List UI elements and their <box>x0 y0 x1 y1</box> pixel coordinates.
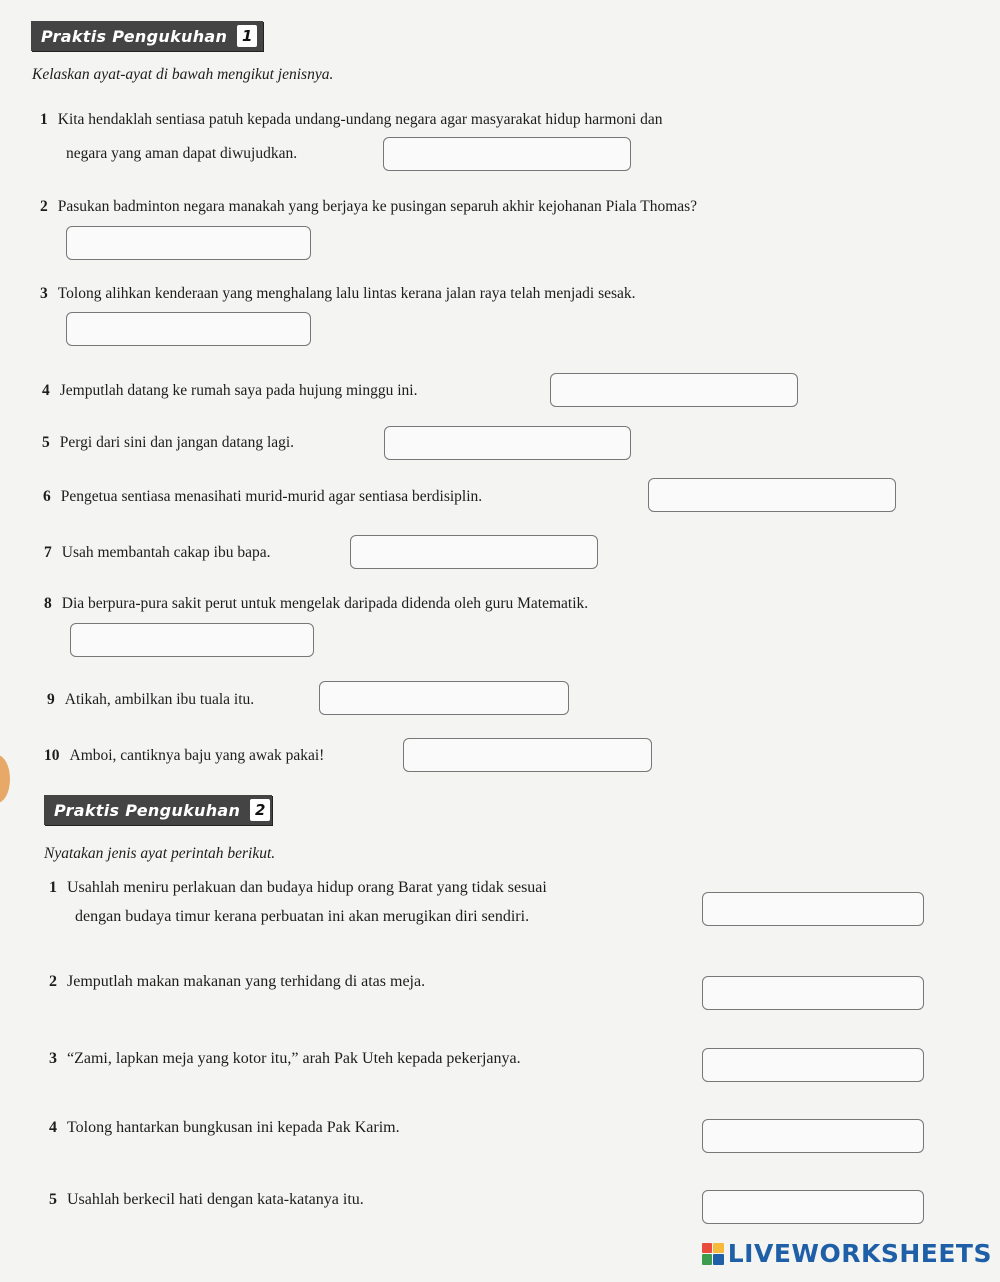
question-number: 1 <box>40 111 48 128</box>
question-text: Usahlah meniru perlakuan dan budaya hidup orang Barat yang tidak sesuai <box>67 879 547 896</box>
question-1-1 <box>40 109 662 131</box>
question-number: 2 <box>40 198 48 215</box>
question-number: 5 <box>49 1191 57 1208</box>
brand-text: LIVEWORKSHEETS <box>727 1239 992 1268</box>
answer-box-2-5[interactable] <box>702 1190 924 1224</box>
question-2-4 <box>49 1117 400 1139</box>
question-1-2 <box>40 196 697 218</box>
question-text: Pasukan badminton negara manakah yang berjaya ke pusingan separuh akhir kejohanan Piala Thomas? <box>57 198 698 215</box>
question-1-1-line2: negara yang aman dapat diwujudkan. <box>66 145 298 162</box>
question-number: 3 <box>40 285 48 302</box>
question-1-4 <box>42 380 417 402</box>
answer-box-2-1[interactable] <box>702 892 924 926</box>
question-1-10 <box>44 745 324 767</box>
answer-box-1-6[interactable] <box>648 478 896 512</box>
question-2-5 <box>49 1189 364 1211</box>
question-number: 2 <box>49 973 57 990</box>
question-number: 10 <box>44 747 60 764</box>
question-1-7 <box>44 542 271 564</box>
answer-box-1-7[interactable] <box>350 535 598 569</box>
question-text: “Zami, lapkan meja yang kotor itu,” arah Pak Uteh kepada pekerjanya. <box>67 1050 521 1067</box>
section-1-instruction: Kelaskan ayat-ayat di bawah mengikut jenisnya. <box>32 66 334 83</box>
question-number: 4 <box>42 382 50 399</box>
section-2-title: Praktis Pengukuhan <box>54 800 241 820</box>
question-2-1 <box>49 877 547 899</box>
question-1-9 <box>47 689 254 711</box>
question-text: Usah membantah cakap ibu bapa. <box>61 544 271 561</box>
question-text: Tolong alihkan kenderaan yang menghalang lalu lintas kerana jalan raya telah menjadi sesak. <box>57 285 636 302</box>
answer-box-1-8[interactable] <box>70 623 314 657</box>
question-2-3 <box>49 1048 521 1070</box>
question-text: Dia berpura-pura sakit perut untuk mengelak daripada didenda oleh guru Matematik. <box>61 595 589 612</box>
section-1-number: 1 <box>237 25 257 47</box>
section-2-number: 2 <box>250 799 270 821</box>
question-number: 8 <box>44 595 52 612</box>
logo-square-blue <box>713 1254 724 1265</box>
question-2-2 <box>49 971 425 993</box>
answer-box-1-4[interactable] <box>550 373 798 407</box>
question-number: 6 <box>43 488 51 505</box>
page-edge-mark <box>0 755 10 803</box>
liveworksheets-logo-icon <box>702 1243 724 1265</box>
answer-box-1-2[interactable] <box>66 226 311 260</box>
question-1-6 <box>43 486 482 508</box>
liveworksheets-brand[interactable] <box>702 1239 992 1268</box>
question-number: 4 <box>49 1119 57 1136</box>
question-1-3 <box>40 283 636 305</box>
question-number: 9 <box>47 691 55 708</box>
section-1-title: Praktis Pengukuhan <box>41 26 228 46</box>
question-number: 5 <box>42 434 50 451</box>
section-2-instruction: Nyatakan jenis ayat perintah berikut. <box>44 845 276 862</box>
question-number: 1 <box>49 879 57 896</box>
answer-box-1-1[interactable] <box>383 137 631 171</box>
logo-square-green <box>702 1254 713 1265</box>
answer-box-1-9[interactable] <box>319 681 569 715</box>
question-number: 7 <box>44 544 52 561</box>
question-1-5 <box>42 432 294 454</box>
section-1-tag <box>31 21 263 51</box>
question-2-1-line2: dengan budaya timur kerana perbuatan ini akan merugikan diri sendiri. <box>75 908 530 925</box>
answer-box-2-4[interactable] <box>702 1119 924 1153</box>
question-number: 3 <box>49 1050 57 1067</box>
question-text: Pengetua sentiasa menasihati murid-murid agar sentiasa berdisiplin. <box>60 488 483 505</box>
logo-square-red <box>702 1243 713 1254</box>
answer-box-2-2[interactable] <box>702 976 924 1010</box>
answer-box-1-5[interactable] <box>384 426 631 460</box>
answer-box-1-3[interactable] <box>66 312 311 346</box>
question-text: Atikah, ambilkan ibu tuala itu. <box>64 691 255 708</box>
question-text: Usahlah berkecil hati dengan kata-katanya itu. <box>67 1191 364 1208</box>
question-text: Jemputlah makan makanan yang terhidang di atas meja. <box>67 973 426 990</box>
question-text: Jemputlah datang ke rumah saya pada hujung minggu ini. <box>59 382 418 399</box>
question-text: Tolong hantarkan bungkusan ini kepada Pak Karim. <box>67 1119 400 1136</box>
answer-box-1-10[interactable] <box>403 738 652 772</box>
question-text: Pergi dari sini dan jangan datang lagi. <box>59 434 295 451</box>
question-1-8 <box>44 593 588 615</box>
question-text: Kita hendaklah sentiasa patuh kepada undang-undang negara agar masyarakat hidup harmoni dan <box>57 111 663 128</box>
logo-square-yellow <box>713 1243 724 1254</box>
question-text: Amboi, cantiknya baju yang awak pakai! <box>69 747 325 764</box>
section-2-tag <box>44 795 272 825</box>
answer-box-2-3[interactable] <box>702 1048 924 1082</box>
